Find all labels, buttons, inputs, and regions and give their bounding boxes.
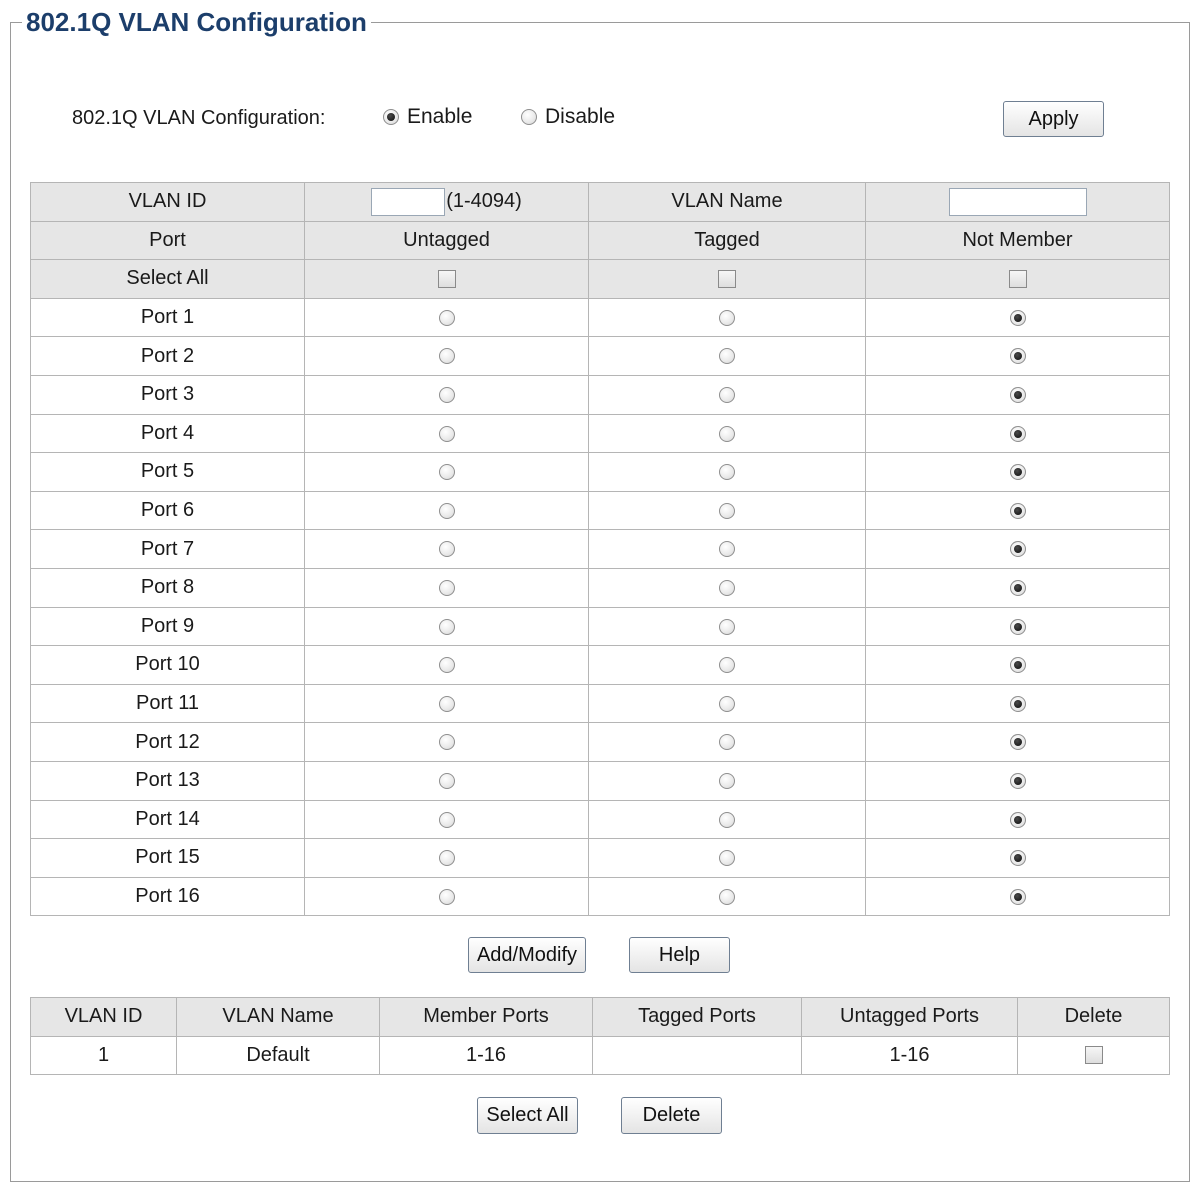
not-member-radio[interactable] xyxy=(1010,464,1026,480)
vlan-name-label: VLAN Name xyxy=(589,183,866,222)
tagged-radio[interactable] xyxy=(719,426,735,442)
not-member-radio[interactable] xyxy=(1010,541,1026,557)
vlan-list-col-header: Member Ports xyxy=(380,998,593,1037)
vlan-untagged-ports-cell: 1-16 xyxy=(802,1036,1018,1075)
tagged-radio[interactable] xyxy=(719,464,735,480)
untagged-radio[interactable] xyxy=(439,541,455,557)
untagged-radio[interactable] xyxy=(439,348,455,364)
enable-option[interactable] xyxy=(383,105,472,129)
untagged-radio[interactable] xyxy=(439,464,455,480)
select-all-not-member-checkbox[interactable] xyxy=(1009,270,1027,288)
port-row xyxy=(31,375,1170,414)
untagged-radio[interactable] xyxy=(439,387,455,403)
tagged-radio[interactable] xyxy=(719,580,735,596)
vlan-id-range: (1-4094) xyxy=(446,190,522,213)
vlan-list-col-header: VLAN Name xyxy=(177,998,380,1037)
port-name: Port 11 xyxy=(31,684,305,723)
col-port: Port xyxy=(31,221,305,260)
port-membership-table xyxy=(30,182,1170,916)
port-row xyxy=(31,568,1170,607)
help-button[interactable]: Help xyxy=(629,937,730,973)
vlan-id-cell xyxy=(305,183,589,222)
untagged-radio[interactable] xyxy=(439,580,455,596)
tagged-radio[interactable] xyxy=(719,503,735,519)
disable-label: Disable xyxy=(545,105,616,128)
tagged-radio[interactable] xyxy=(719,889,735,905)
port-name: Port 14 xyxy=(31,800,305,839)
untagged-radio[interactable] xyxy=(439,657,455,673)
tagged-radio[interactable] xyxy=(719,348,735,364)
vlan-vlan-name-cell: Default xyxy=(177,1036,380,1075)
port-name: Port 12 xyxy=(31,723,305,762)
port-name: Port 3 xyxy=(31,375,305,414)
vlan-config-label: 802.1Q VLAN Configuration: xyxy=(72,107,326,129)
not-member-radio[interactable] xyxy=(1010,310,1026,326)
port-row xyxy=(31,684,1170,723)
tagged-radio[interactable] xyxy=(719,387,735,403)
not-member-radio[interactable] xyxy=(1010,619,1026,635)
port-row xyxy=(31,530,1170,569)
port-row xyxy=(31,877,1170,916)
vlan-tagged-ports-cell xyxy=(593,1036,802,1075)
tagged-radio[interactable] xyxy=(719,310,735,326)
tagged-radio[interactable] xyxy=(719,773,735,789)
vlan-member-ports-cell: 1-16 xyxy=(380,1036,593,1075)
tagged-radio[interactable] xyxy=(719,657,735,673)
vlan-list-col-header: Delete xyxy=(1018,998,1170,1037)
port-row xyxy=(31,646,1170,685)
not-member-radio[interactable] xyxy=(1010,426,1026,442)
vlan-list-col-header: Tagged Ports xyxy=(593,998,802,1037)
vlan-id-label: VLAN ID xyxy=(31,183,305,222)
port-row xyxy=(31,800,1170,839)
column-header-row xyxy=(31,221,1170,260)
not-member-radio[interactable] xyxy=(1010,503,1026,519)
delete-button[interactable]: Delete xyxy=(621,1097,722,1134)
tagged-radio[interactable] xyxy=(719,812,735,828)
tagged-radio[interactable] xyxy=(719,850,735,866)
add-modify-button[interactable]: Add/Modify xyxy=(468,937,586,973)
vlan-id-row xyxy=(31,183,1170,222)
not-member-radio[interactable] xyxy=(1010,850,1026,866)
vlan-list-col-header: Untagged Ports xyxy=(802,998,1018,1037)
vlan-vlan-id-cell: 1 xyxy=(31,1036,177,1075)
not-member-radio[interactable] xyxy=(1010,734,1026,750)
page-title: 802.1Q VLAN Configuration xyxy=(22,5,371,39)
tagged-radio[interactable] xyxy=(719,696,735,712)
port-name: Port 15 xyxy=(31,839,305,878)
port-row xyxy=(31,453,1170,492)
port-row xyxy=(31,337,1170,376)
vlan-list-table xyxy=(30,997,1170,1075)
disable-option[interactable] xyxy=(521,105,615,129)
not-member-radio[interactable] xyxy=(1010,657,1026,673)
vlan-list-header xyxy=(31,998,1170,1037)
not-member-radio[interactable] xyxy=(1010,696,1026,712)
select-all-label: Select All xyxy=(31,260,305,299)
port-name: Port 13 xyxy=(31,761,305,800)
vlan-name-input[interactable] xyxy=(949,188,1087,216)
untagged-radio[interactable] xyxy=(439,773,455,789)
select-all-tagged-checkbox[interactable] xyxy=(718,270,736,288)
port-row xyxy=(31,723,1170,762)
vlan-list-col-header: VLAN ID xyxy=(31,998,177,1037)
vlan-list-row xyxy=(31,1036,1170,1075)
delete-checkbox[interactable] xyxy=(1085,1046,1103,1064)
port-name: Port 8 xyxy=(31,568,305,607)
port-name: Port 4 xyxy=(31,414,305,453)
not-member-radio[interactable] xyxy=(1010,773,1026,789)
select-all-untagged-checkbox[interactable] xyxy=(438,270,456,288)
port-name: Port 5 xyxy=(31,453,305,492)
port-name: Port 6 xyxy=(31,491,305,530)
not-member-radio[interactable] xyxy=(1010,889,1026,905)
vlan-name-cell xyxy=(866,183,1170,222)
untagged-radio[interactable] xyxy=(439,310,455,326)
untagged-radio[interactable] xyxy=(439,426,455,442)
port-name: Port 1 xyxy=(31,298,305,337)
port-row xyxy=(31,761,1170,800)
enable-label: Enable xyxy=(407,105,473,128)
port-name: Port 9 xyxy=(31,607,305,646)
apply-button[interactable]: Apply xyxy=(1003,101,1104,137)
select-all-row xyxy=(31,260,1170,299)
tagged-radio[interactable] xyxy=(719,619,735,635)
untagged-radio[interactable] xyxy=(439,696,455,712)
not-member-radio[interactable] xyxy=(1010,812,1026,828)
tagged-radio[interactable] xyxy=(719,734,735,750)
col-untagged: Untagged xyxy=(305,221,589,260)
not-member-radio[interactable] xyxy=(1010,348,1026,364)
port-row xyxy=(31,607,1170,646)
untagged-radio[interactable] xyxy=(439,850,455,866)
untagged-radio[interactable] xyxy=(439,812,455,828)
vlan-id-input[interactable] xyxy=(371,188,445,216)
col-not-member: Not Member xyxy=(866,221,1170,260)
untagged-radio[interactable] xyxy=(439,734,455,750)
untagged-radio[interactable] xyxy=(439,503,455,519)
port-name: Port 2 xyxy=(31,337,305,376)
not-member-radio[interactable] xyxy=(1010,580,1026,596)
port-name: Port 16 xyxy=(31,877,305,916)
disable-radio[interactable] xyxy=(521,109,537,125)
port-name: Port 7 xyxy=(31,530,305,569)
untagged-radio[interactable] xyxy=(439,619,455,635)
port-row xyxy=(31,491,1170,530)
select-all-button[interactable]: Select All xyxy=(477,1097,578,1134)
untagged-radio[interactable] xyxy=(439,889,455,905)
port-name: Port 10 xyxy=(31,646,305,685)
not-member-radio[interactable] xyxy=(1010,387,1026,403)
port-row xyxy=(31,298,1170,337)
enable-radio[interactable] xyxy=(383,109,399,125)
tagged-radio[interactable] xyxy=(719,541,735,557)
col-tagged: Tagged xyxy=(589,221,866,260)
port-row xyxy=(31,839,1170,878)
port-row xyxy=(31,414,1170,453)
